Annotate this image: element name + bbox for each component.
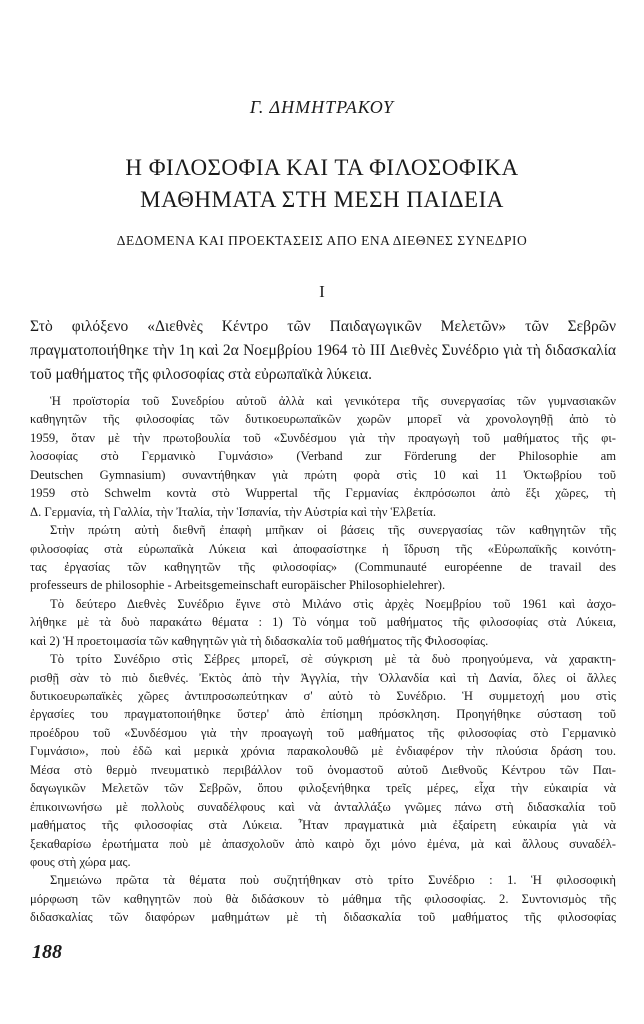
text-line: δυτικοευρωπαϊκὲς χῶρες ἀντιπροσωπεύτηκαν σ' αὐτὸ τὸ Συνέδριο. Ἡ συμμετοχή μου στὶς [30,689,616,703]
text-line: Μέσα στὸ θερμὸ πνευματικὸ περιβάλλον τοῦ ὀνομαστοῦ αὐτοῦ Διεθνοῦς Κέντρου τῶν Παι- [30,762,616,777]
title-line-2: ΜΑΘΗΜΑΤΑ ΣΤΗ ΜΕΣΗ ΠΑΙΔΕΙΑ [140,187,504,212]
paragraph-3 [30,595,616,650]
intro-paragraph: Στὸ φιλόξενο «Διεθνὲς Κέντρο τῶν Παιδαγωγικῶν Μελετῶν» τῶν Σεβρῶν πραγματοποιήθηκε τὴν 1η καὶ 2α Νοεμβρίου 1964 τὸ III Διεθνὲς Συνέδριο γιὰ τὴ διδασκαλία τοῦ μαθήματος τῆς φιλοσοφίας στὰ εὐρωπαϊκὰ λύκεια. [30,318,616,383]
title-line-1: Η ΦΙΛΟΣΟΦΙΑ ΚΑΙ ΤΑ ΦΙΛΟΣΟΦΙΚΑ [125,155,519,180]
text-line: Στὴν πρώτη αὐτὴ διεθνῆ ἐπαφὴ μπῆκαν οἱ βάσεις τῆς συνεργασίας τῶν καθηγητῶν τῆς [50,523,616,538]
article-title [0,152,644,216]
text-line: Τὸ δεύτερο Διεθνὲς Συνέδριο ἔγινε στὸ Μιλάνο στὶς ἀρχὲς Νοεμβρίου τοῦ 1961 καὶ ἀσχο- [50,596,616,611]
section-number: I [319,282,325,301]
text-line: φους στὴ χώρα μας. [30,854,131,869]
text-line: Ἡ προϊστορία τοῦ Συνεδρίου αὐτοῦ ἀλλὰ καὶ γενικότερα τῆς συνεργασίας τῶν γυμνασιακῶν [50,394,616,408]
text-line: λήθηκε μὲ τὰ δυὸ παρακάτω θέματα : 1) Τὸ νόημα τοῦ μαθήματος τῆς φιλοσοφίας στὰ Λύκεια, [30,615,616,630]
paragraph-4 [30,650,616,871]
text-line: φιλοσοφίας στὰ εὐρωπαϊκὰ Λύκεια καὶ ἀποφασίστηκε ἡ ἵδρυση τῆς «Εὐρωπαϊκῆς κοινότη- [30,541,616,556]
text-line: Σημειώνω πρῶτα τὰ θέματα ποὺ συζητήθηκαν στὸ τρίτο Συνέδριο : 1. Ἡ φιλοσοφικὴ [50,873,616,888]
text-line: professeurs de philosophie - Arbeitsgemeinschaft europäischer Philosophielehrer). [30,578,446,593]
text-line: καὶ 2) Ἡ προετοιμασία τῶν καθηγητῶν γιὰ τὴ διδασκαλία τοῦ μαθήματος τῆς Φιλοσοφίας. [30,633,489,648]
paragraph-2 [30,521,616,595]
text-line: ἐπικοινωνήσω μὲ πολλοὺς συναδέλφους καὶ νὰ ἀνταλλάξω γνῶμες πάνω στὴ διδασκαλία τοῦ [30,799,616,814]
text-line: ξεκαθαρίσω ἐρωτήματα ποὺ μὲ ἀπασχολοῦν ἀπὸ καιρὸ ὄχι μόνο ἐμένα, μὰ καὶ ἄλλους συναδέλ- [30,836,616,851]
text-line: ρισθῇ σὰν τὸ πιὸ διεθνές. Ἐκτὸς ἀπὸ τὴν Ἀγγλία, τὴν Ὁλλανδία καὶ τὴ Δανία, ὅλες οἱ ἄλλες [30,670,616,685]
text-line: τας ἐργασίας τῶν καθηγητῶν τῆς φιλοσοφίας» (Communauté européenne de travail des [30,559,616,574]
paragraph-1 [30,392,616,521]
paragraph-5 [30,871,616,926]
text-line: 1959, ὅταν μὲ τὴν πρωτοβουλία τοῦ «Συνδέσμου γιὰ τὴν προαγωγὴ τοῦ μαθήματος τῆς φι- [30,430,616,445]
text-line: διδασκαλίας τῶν διαφόρων μαθημάτων μὲ τὴ διδασκαλία τοῦ μαθήματος τῆς φιλοσοφίας [30,910,616,925]
text-line: 1959 στὸ Schwelm κοντὰ στὸ Wuppertal τῆς Γερμανίας ἐκπρόσωποι ἀπὸ ἕξι χῶρες, τὴ [30,486,616,501]
text-line: ἐργασίες του πραγματοποιήθηκε ὕστερ' ἀπὸ ἐπίσημη πρόσκληση. Προηγήθηκε σύσταση τοῦ [30,707,616,722]
text-line: μαθήματος τῆς φιλοσοφίας στὰ Λύκεια. Ἦταν πραγματικὰ μιὰ ἐξαίρετη εὐκαιρία γιὰ νὰ [30,818,616,833]
text-line: μόρφωση τῶν καθηγητῶν ποὺ θὰ διδάσκουν τὸ μάθημα τῆς φιλοσοφίας. 2. Συντονισμὸς τῆς [30,891,616,906]
text-line: Γυμνάσιο», ποὺ ἐδῶ καὶ μερικὰ χρόνια παρακολουθῶ μὲ ἐνδιαφέρον τὴν πλούσια δράση του. [30,744,616,759]
page-number: 188 [32,941,62,963]
text-line: Δ. Γερμανία, τὴ Γαλλία, τὴν Ἰταλία, τὴν Ἱσπανία, τὴν Αὐστρία καὶ τὴν Ἑλβετία. [30,504,437,519]
text-line: καθηγητῶν τῆς φιλοσοφίας τῶν δυτικοευρωπαϊκῶν χωρῶν μπορεῖ νὰ χρονολογηθῇ ἀπὸ τὸ [30,412,616,427]
text-line: Deutschen Gymnasium) συναντήθηκαν γιὰ πρώτη φορὰ στὶς 10 καὶ 11 Ὀκτωβρίου τοῦ [30,467,616,482]
text-line: λοσοφίας στὸ Γερμανικὸ Γυμνάσιο» (Verband zur Förderung der Philosophie am [30,449,616,464]
article-subtitle: ΔΕΔΟΜΕΝΑ ΚΑΙ ΠΡΟΕΚΤΑΣΕΙΣ ΑΠΟ ΕΝΑ ΔΙΕΘΝΕΣ ΣΥΝΕΔΡΙΟ [116,233,528,248]
body-text [30,392,616,927]
text-line: προέδρου τοῦ «Συνδέσμου γιὰ τὴν προαγωγὴ τοῦ μαθήματος τῆς φιλοσοφίας στὸ Γερμανικὸ [30,725,616,740]
author-name: Γ. ΔΗΜΗΤΡΑΚΟΥ [249,97,395,117]
text-line: Τὸ τρίτο Συνέδριο στὶς Σέβρες μπορεῖ, σὲ σύγκριση μὲ τὰ δυὸ προηγούμενα, νὰ χαρακτη- [50,652,616,667]
text-line: δαγωγικῶν Μελετῶν τῶν Σεβρῶν, ὅπου φιλοξενήθηκα τρεῖς μέρες, εἶχα τὴν εὐκαιρία νὰ [30,781,616,796]
